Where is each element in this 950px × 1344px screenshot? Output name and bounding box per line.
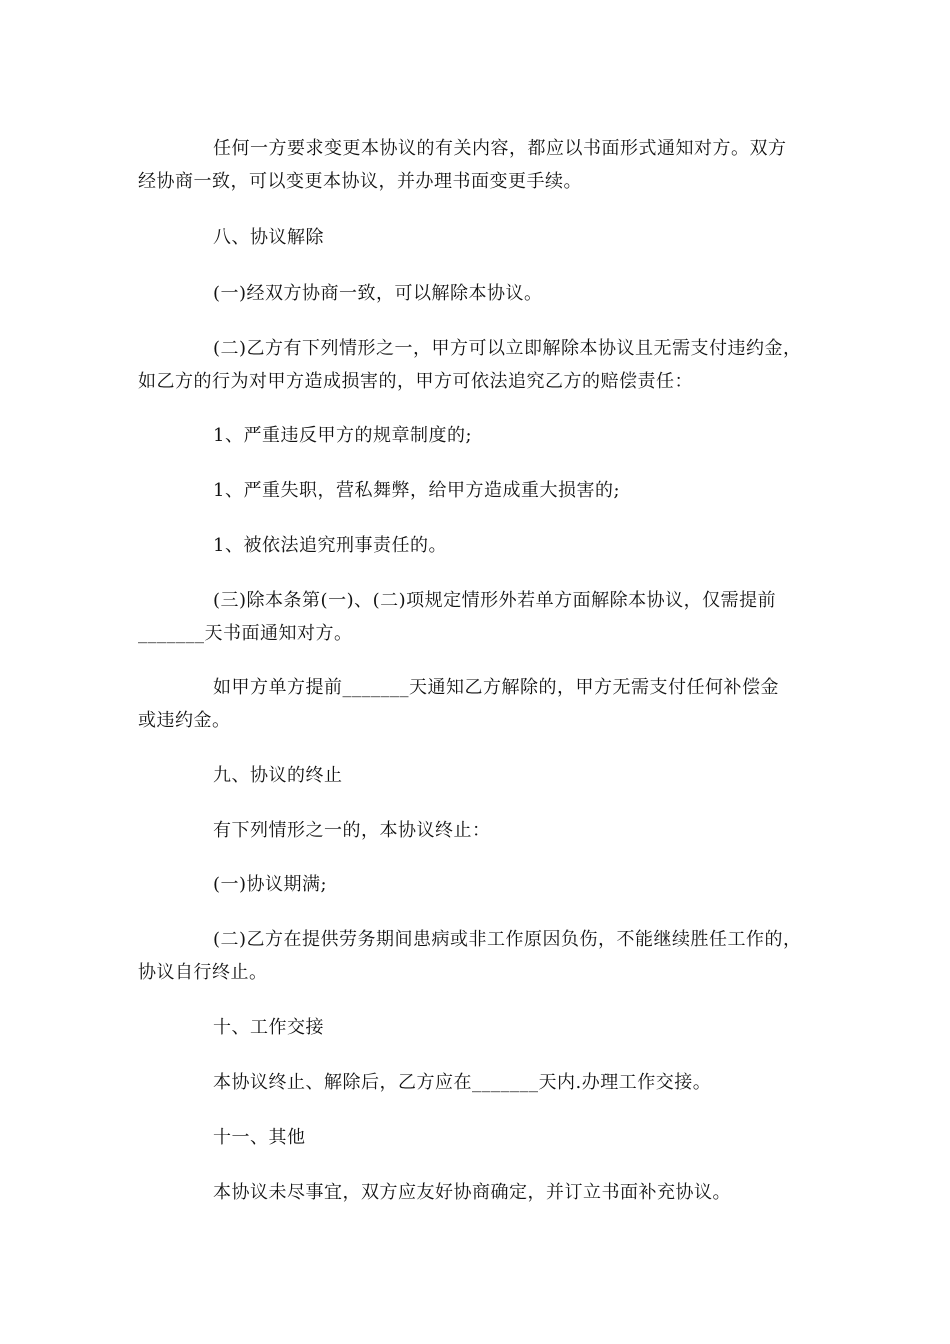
paragraph-line: (一)经双方协商一致，可以解除本协议。 [213, 283, 543, 304]
paragraph-line: 如乙方的行为对甲方造成损害的，甲方可依法追究乙方的赔偿责任： [138, 371, 693, 392]
section-heading: 九、协议的终止 [213, 765, 343, 786]
list-item: (一)协议期满; [213, 874, 328, 895]
paragraph-line: 如甲方单方提前_______天通知乙方解除的，甲方无需支付任何补偿金 [213, 677, 779, 698]
paragraph-line: (二)乙方有下列情形之一，甲方可以立即解除本协议且无需支付违约金， [213, 338, 802, 359]
section-heading: 十、工作交接 [213, 1017, 324, 1038]
list-item: 1、严重失职，营私舞弊，给甲方造成重大损害的; [213, 480, 621, 501]
paragraph-line: 任何一方要求变更本协议的有关内容，都应以书面形式通知对方。双方 [213, 138, 787, 159]
paragraph-line: (三)除本条第(一)、(二)项规定情形外若单方面解除本协议，仅需提前 [213, 590, 777, 611]
paragraph-line: 经协商一致，可以变更本协议，并办理书面变更手续。 [138, 171, 582, 192]
paragraph-line: 本协议终止、解除后，乙方应在_______天内.办理工作交接。 [213, 1072, 712, 1093]
list-item: 1、严重违反甲方的规章制度的; [213, 425, 473, 446]
paragraph-line: 本协议未尽事宜，双方应友好协商确定，并订立书面补充协议。 [213, 1182, 731, 1203]
list-item: 1、被依法追究刑事责任的。 [213, 535, 447, 556]
paragraph-line: 有下列情形之一的，本协议终止： [213, 820, 491, 841]
section-heading: 八、协议解除 [213, 227, 324, 248]
paragraph-line: _______天书面通知对方。 [138, 623, 353, 644]
paragraph-line: 或违约金。 [138, 710, 231, 731]
paragraph-line: 协议自行终止。 [138, 962, 268, 983]
section-heading: 十一、其他 [213, 1127, 306, 1148]
paragraph-line: (二)乙方在提供劳务期间患病或非工作原因负伤，不能继续胜任工作的， [213, 929, 802, 950]
